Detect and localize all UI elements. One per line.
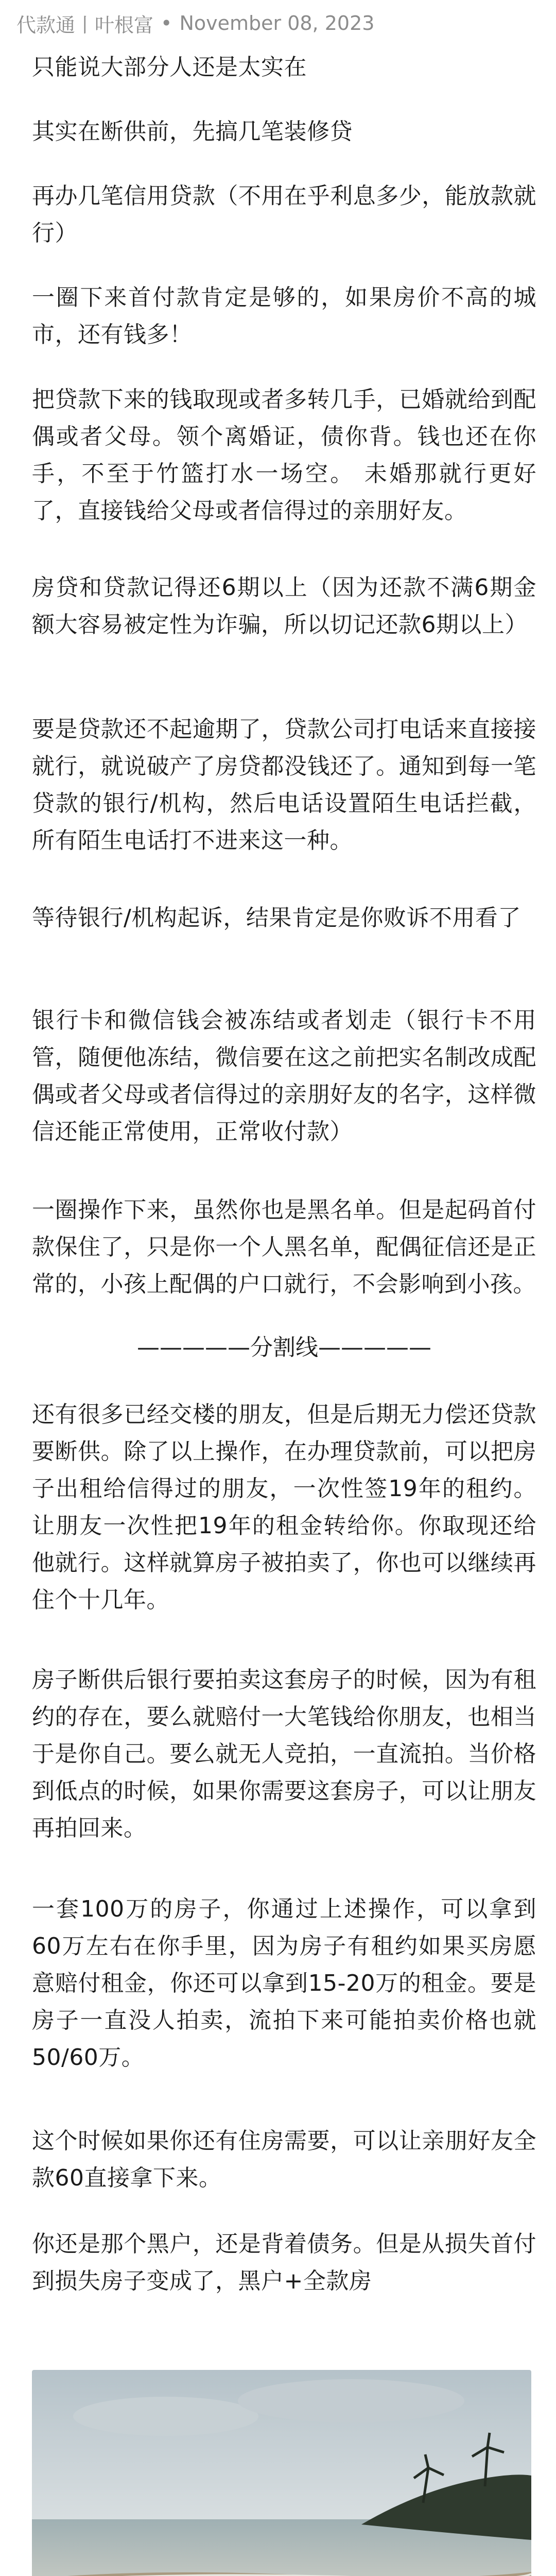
paragraph: 一套100万的房子，你通过上述操作，可以拿到60万左右在你手里，因为房子有租约如果买房愿意赔付租金，你还可以拿到15-20万的租金。要是房子一直没人拍卖，流拍下来可能拍卖价格也就50/60万。	[32, 1896, 536, 2071]
paragraph: 你还是那个黑户，还是背着债务。但是从损失首付到损失房子变成了，黑户+全款房	[32, 2231, 536, 2294]
beach-boat-photo[interactable]	[32, 2370, 531, 2576]
section-divider: —————分割线—————	[137, 1334, 431, 1361]
paragraph: 还有很多已经交楼的朋友，但是后期无力偿还贷款要断供。除了以上操作，在办理贷款前，可以把房子出租给信得过的朋友，一次性签19年的租约。让朋友一次性把19年的租金转给你。你取现还给他就行。这样就算房子被拍卖了，你也可以继续再住个十几年。	[32, 1401, 536, 1613]
paragraph: 等待银行/机构起诉，结果肯定是你败诉不用看了	[32, 905, 521, 931]
paragraph: 只能说大部分人还是太实在	[32, 54, 307, 80]
beach-boat-illustration	[32, 2370, 531, 2576]
paragraph: 一圈下来首付款肯定是够的，如果房价不高的城市，还有钱多！	[32, 284, 536, 348]
answer-meta	[16, 10, 374, 36]
meta-separator: •	[161, 12, 172, 35]
paragraph: 其实在断供前，先搞几笔装修贷	[32, 118, 353, 145]
paragraph: 一圈操作下来，虽然你也是黑名单。但是起码首付款保住了，只是你一个人黑名单，配偶征信还是正常的，小孩上配偶的户口就行，不会影响到小孩。	[32, 1197, 536, 1297]
author-name[interactable]: 代款通丨叶根富	[16, 13, 154, 37]
post-date: November 08, 2023	[179, 12, 375, 35]
paragraph: 把贷款下来的钱取现或者多转几手，已婚就给到配偶或者父母。领个离婚证，债你背。钱也还在你手，不至于竹篮打水一场空。 未婚那就行更好了，直接钱给父母或者信得过的亲朋好友。	[32, 386, 536, 524]
paragraph: 房贷和贷款记得还6期以上（因为还款不满6期金额大容易被定性为诈骗，所以切记还款6期以上）	[32, 574, 536, 638]
paragraph: 银行卡和微信钱会被冻结或者划走（银行卡不用管，随便他冻结，微信要在这之前把实名制改成配偶或者父母或者信得过的亲朋好友的名字，这样微信还能正常使用，正常收付款）	[32, 1007, 536, 1145]
paragraph: 房子断供后银行要拍卖这套房子的时候，因为有租约的存在，要么就赔付一大笔钱给你朋友，也相当于是你自己。要么就无人竞拍，一直流拍。当价格到低点的时候，如果你需要这套房子，可以让朋友再拍回来。	[32, 1667, 536, 1841]
paragraph: 再办几笔信用贷款（不用在乎利息多少，能放款就行）	[32, 183, 536, 246]
paragraph: 这个时候如果你还有住房需要，可以让亲朋好友全款60直接拿下来。	[32, 2128, 536, 2191]
paragraph: 要是贷款还不起逾期了，贷款公司打电话来直接接就行，就说破产了房贷都没钱还了。通知到每一笔贷款的银行/机构，然后电话设置陌生电话拦截，所有陌生电话打不进来这一种。	[32, 716, 536, 854]
